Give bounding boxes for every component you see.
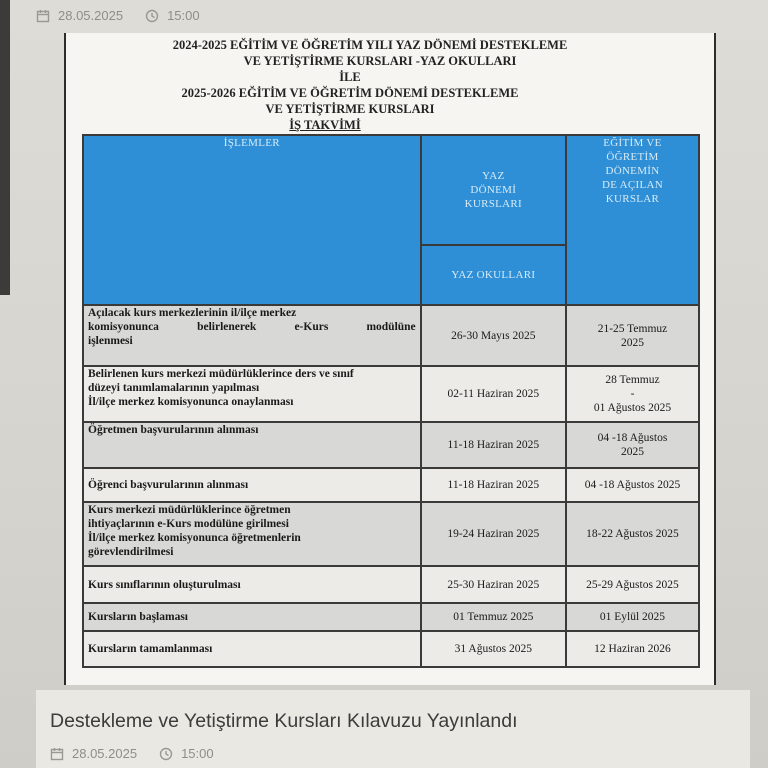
header-text: ÖĞRETİM bbox=[606, 151, 659, 163]
document-title bbox=[66, 37, 714, 133]
summer-date-cell: 25-30 Haziran 2025 bbox=[421, 566, 566, 603]
table-row bbox=[83, 566, 699, 603]
header-text: DE AÇILAN bbox=[601, 179, 664, 191]
term-date-cell bbox=[566, 502, 699, 566]
term-text: 2025 bbox=[620, 336, 644, 349]
post-date: 28.05.2025 bbox=[58, 8, 124, 23]
term-text: 18-22 Ağustos 2025 bbox=[586, 528, 679, 540]
schedule-document-image[interactable] bbox=[64, 33, 716, 685]
task-text: Kursların tamamlanması bbox=[88, 643, 213, 655]
header-text: EĞİTİM VE bbox=[603, 137, 662, 149]
term-text: - bbox=[630, 388, 635, 400]
term-text: 25-29 Ağustos 2025 bbox=[586, 578, 679, 591]
term-text: 01 Ağustos 2025 bbox=[593, 402, 672, 414]
term-date-cell bbox=[566, 305, 699, 366]
term-text: 04 -18 Ağustos 2025 bbox=[584, 479, 681, 491]
schedule-table bbox=[82, 134, 700, 668]
news-date: 28.05.2025 bbox=[72, 746, 138, 761]
term-date-cell bbox=[566, 631, 699, 667]
task-text: Kurs sınıflarının oluşturulması bbox=[88, 578, 241, 591]
news-time: 15:00 bbox=[181, 746, 214, 761]
title-line: İŞ TAKVİMİ bbox=[289, 118, 361, 132]
term-text: 21-25 Temmuz bbox=[597, 322, 668, 335]
title-line: 2024-2025 EĞİTİM VE ÖĞRETİM YILI YAZ DÖNEMİ DESTEKLEME bbox=[172, 38, 568, 52]
header-yaz-donemi bbox=[421, 135, 566, 245]
table-row bbox=[83, 468, 699, 502]
screen-edge bbox=[0, 0, 10, 295]
task-text: düzeyi tanımlamalarının yapılması bbox=[88, 382, 260, 394]
task-cell bbox=[83, 502, 421, 566]
term-text: 01 Eylül 2025 bbox=[599, 611, 666, 623]
summer-date-cell: 11-18 Haziran 2025 bbox=[421, 468, 566, 502]
task-cell bbox=[83, 631, 421, 667]
header-text: KURSLAR bbox=[605, 193, 660, 205]
title-line: VE YETİŞTİRME KURSLARI -YAZ OKULLARI bbox=[243, 54, 517, 68]
task-text: Kursların başlaması bbox=[88, 611, 189, 623]
header-text: DÖNEMİN bbox=[605, 165, 660, 177]
table-row bbox=[83, 422, 699, 468]
header-text: DÖNEMİ bbox=[470, 184, 517, 196]
task-cell bbox=[83, 603, 421, 631]
header-text: YAZ bbox=[482, 170, 505, 182]
clock-icon bbox=[145, 9, 159, 23]
summer-date-cell: 02-11 Haziran 2025 bbox=[421, 366, 566, 422]
header-egitim-donemi bbox=[566, 135, 699, 305]
task-text: İl/ilçe merkez komisyonunca onaylanması bbox=[88, 396, 294, 408]
task-text: Öğretmen başvurularının alınması bbox=[88, 424, 259, 436]
header-yaz-okullari: YAZ OKULLARI bbox=[421, 245, 566, 305]
task-text: Açılacak kurs merkezlerinin il/ilçe merkez bbox=[88, 307, 297, 319]
term-date-cell bbox=[566, 366, 699, 422]
post-meta-bottom bbox=[50, 746, 214, 761]
task-cell bbox=[83, 468, 421, 502]
title-line: VE YETİŞTİRME KURSLARI bbox=[265, 102, 435, 116]
post-meta-top bbox=[36, 8, 200, 23]
task-cell bbox=[83, 422, 421, 468]
header-text: KURSLARI bbox=[464, 198, 523, 210]
task-text: görevlendirilmesi bbox=[88, 546, 174, 558]
title-line: 2025-2026 EĞİTİM VE ÖĞRETİM DÖNEMİ DESTEKLEME bbox=[181, 86, 519, 100]
task-text: işlenmesi bbox=[88, 335, 133, 347]
summer-date-cell: 11-18 Haziran 2025 bbox=[421, 422, 566, 468]
title-line: İLE bbox=[339, 70, 361, 84]
task-text: Öğrenci başvurularının alınması bbox=[88, 479, 249, 491]
task-text: ihtiyaçlarının e-Kurs modülüne girilmesi bbox=[88, 518, 289, 530]
term-text: 28 Temmuz bbox=[605, 374, 660, 386]
task-cell bbox=[83, 305, 421, 366]
summer-date-cell: 26-30 Mayıs 2025 bbox=[421, 305, 566, 366]
summer-date-cell: 01 Temmuz 2025 bbox=[421, 603, 566, 631]
table-header-row bbox=[83, 135, 699, 245]
table-row bbox=[83, 502, 699, 566]
term-date-cell bbox=[566, 468, 699, 502]
task-text: Kurs merkezi müdürlüklerince öğretmen bbox=[88, 504, 291, 516]
calendar-icon bbox=[36, 9, 50, 23]
summer-date-cell: 31 Ağustos 2025 bbox=[421, 631, 566, 667]
clock-icon bbox=[159, 747, 173, 761]
term-date-cell bbox=[566, 422, 699, 468]
term-date-cell bbox=[566, 566, 699, 603]
term-text: 12 Haziran 2026 bbox=[594, 643, 671, 655]
task-cell bbox=[83, 366, 421, 422]
task-text: Belirlenen kurs merkezi müdürlüklerince ders ve sınıf bbox=[88, 368, 354, 380]
news-title-link[interactable]: Destekleme ve Yetiştirme Kursları Kılavuzu Yayınlandı bbox=[50, 710, 518, 732]
calendar-icon bbox=[50, 747, 64, 761]
term-date-cell bbox=[566, 603, 699, 631]
table-row bbox=[83, 603, 699, 631]
task-cell bbox=[83, 566, 421, 603]
summer-date-cell: 19-24 Haziran 2025 bbox=[421, 502, 566, 566]
post-time: 15:00 bbox=[167, 8, 200, 23]
task-text: İl/ilçe merkez komisyonunca öğretmenlerin bbox=[88, 532, 301, 544]
task-text: komisyonunca belirlenerek e-Kurs modülüne bbox=[88, 321, 416, 333]
term-text: 2025 bbox=[620, 446, 644, 458]
table-row bbox=[83, 305, 699, 366]
table-row bbox=[83, 366, 699, 422]
header-islemler: İŞLEMLER bbox=[83, 135, 421, 305]
term-text: 04 -18 Ağustos bbox=[597, 432, 668, 444]
table-row bbox=[83, 631, 699, 667]
